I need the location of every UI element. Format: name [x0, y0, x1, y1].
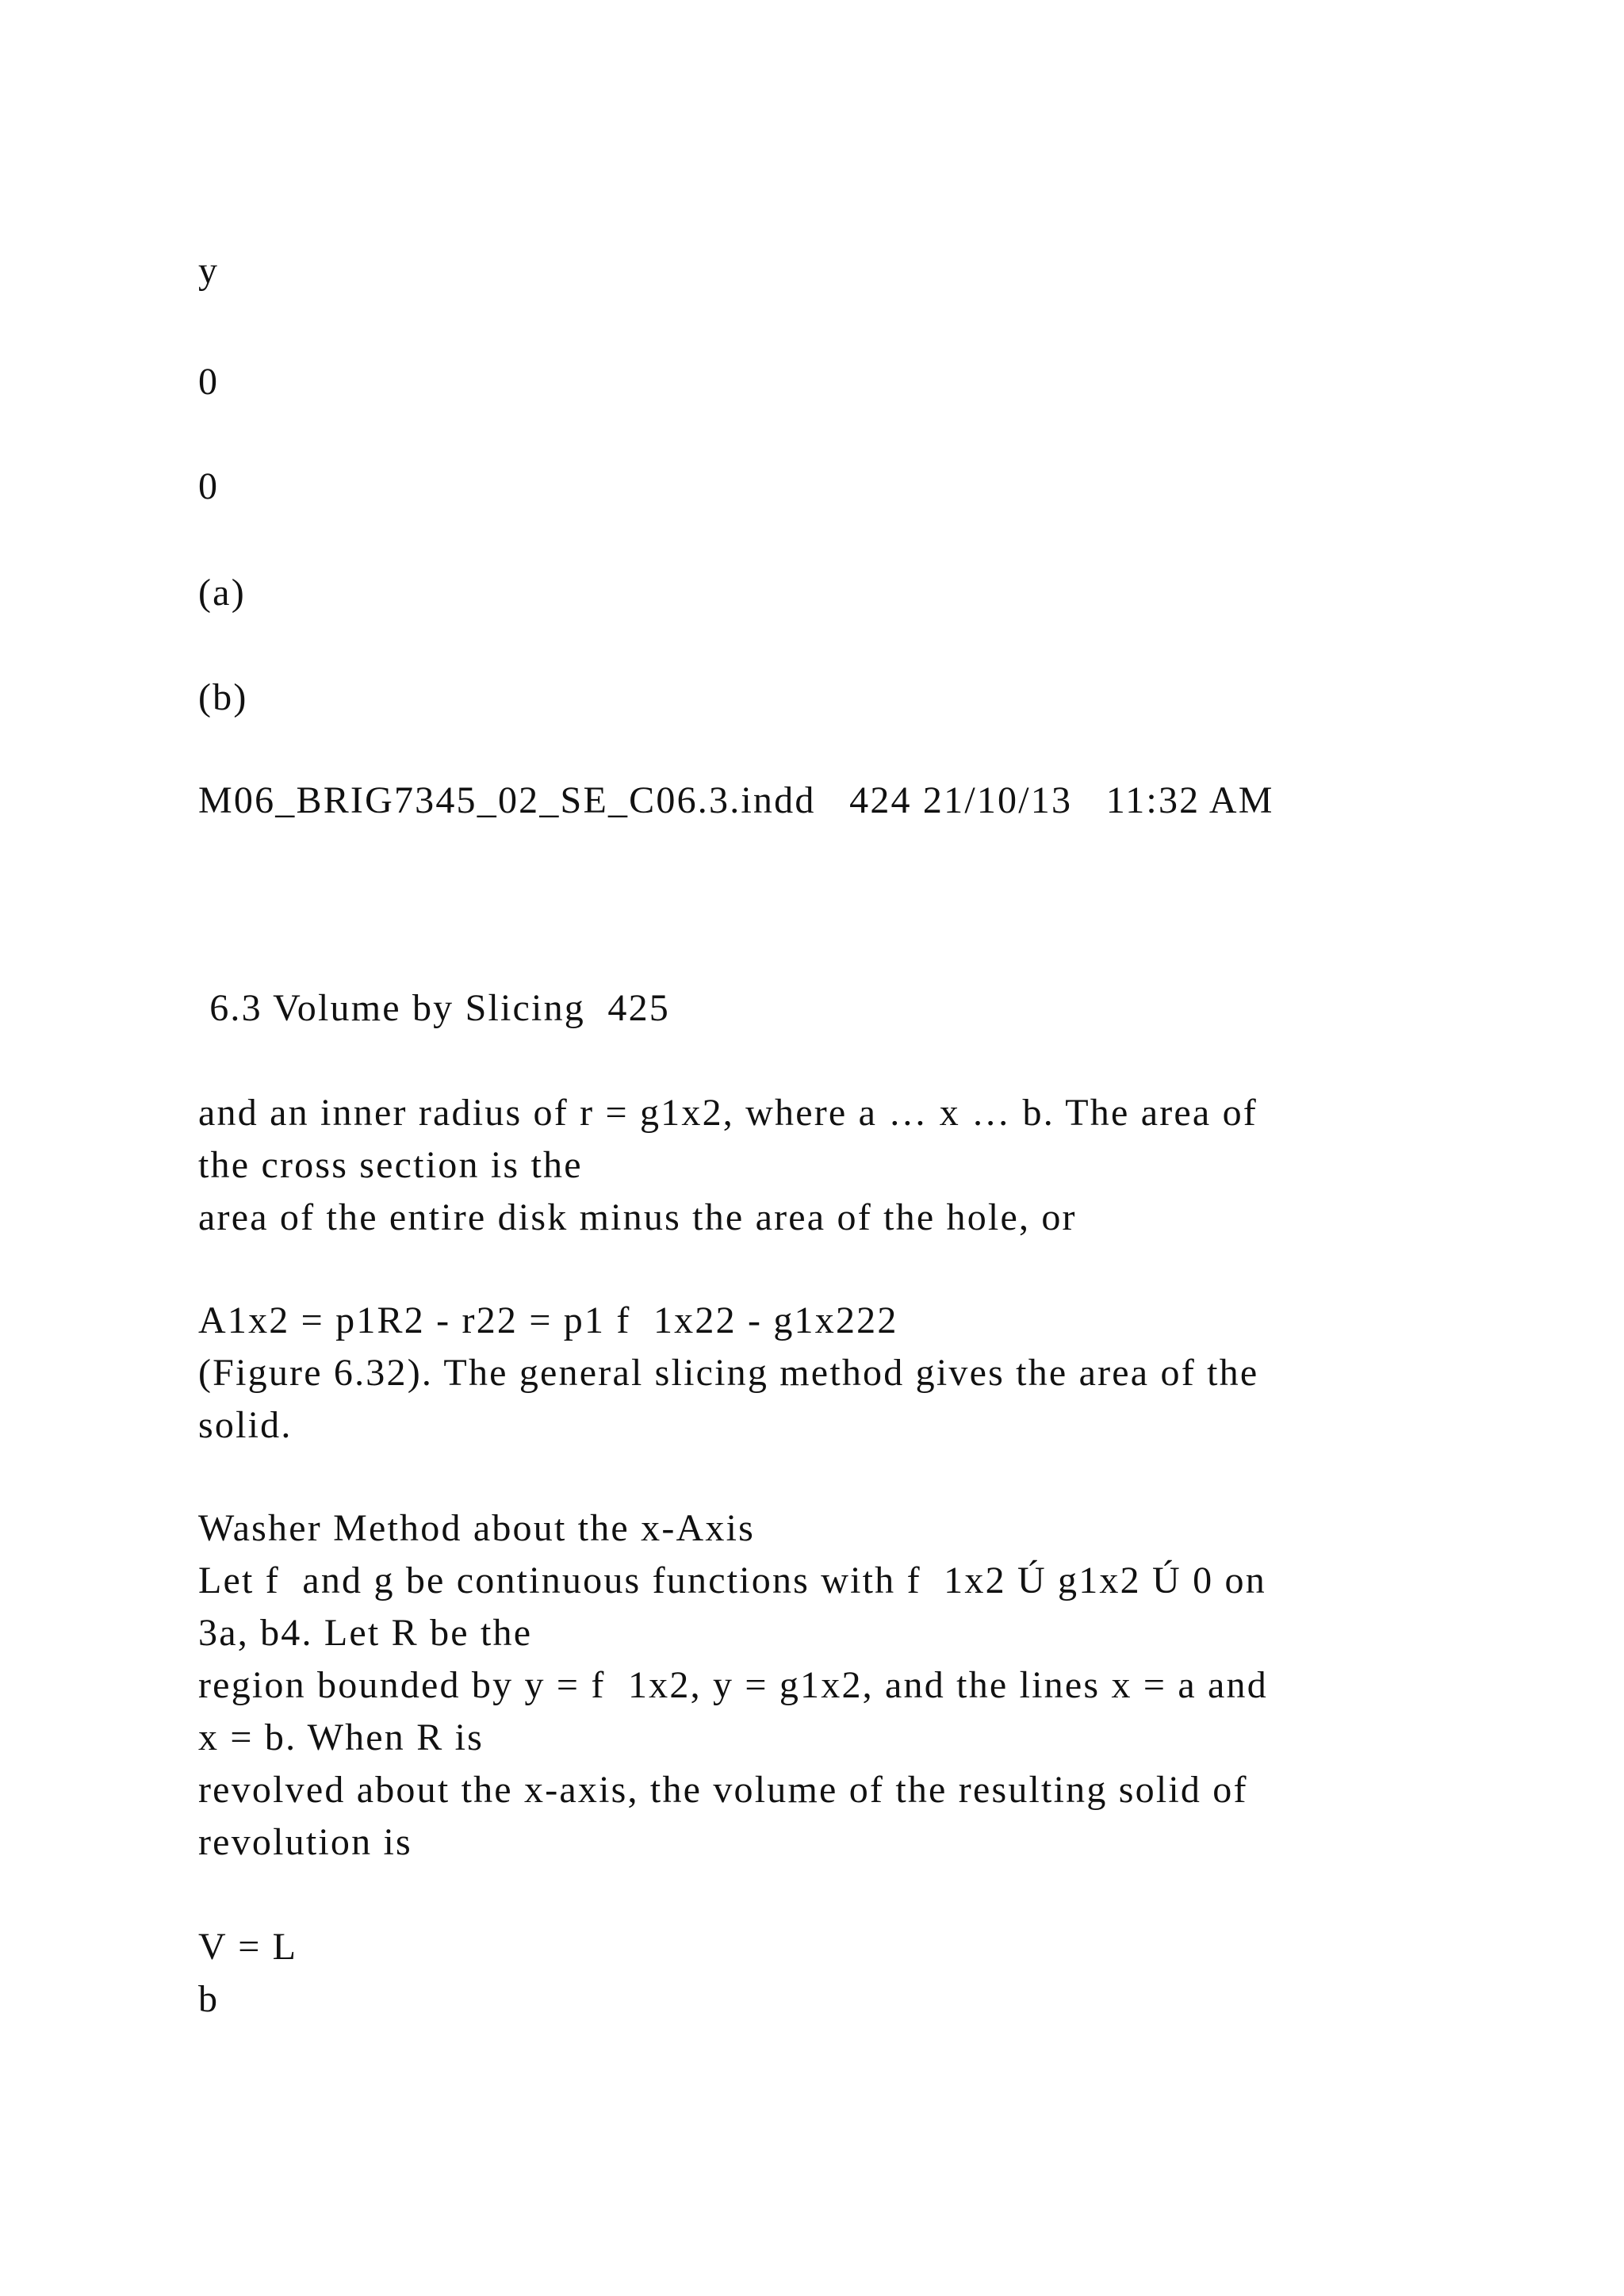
document-page [198, 0, 1435, 2296]
theorem-line: revolution is [198, 1821, 412, 1863]
theorem-line: Let f and g be continuous functions with f 1x2 Ú g1x2 Ú 0 on [198, 1559, 1266, 1601]
paragraph-line: and an inner radius of r = g1x2, where a … x … b. The area of [198, 1092, 1258, 1134]
theorem-line: 3a, b4. Let R be the [198, 1612, 533, 1654]
paragraph-line: the cross section is the [198, 1144, 583, 1186]
figure-label-b: (b) [198, 676, 248, 718]
volume-formula-line: V = L [198, 1926, 298, 1968]
volume-formula-line: b [198, 1978, 220, 2020]
area-equation: A1x2 = p1R2 - r22 = p1 f 1x22 - g1x222 [198, 1299, 898, 1341]
theorem-line: revolved about the x-axis, the volume of the resulting solid of [198, 1769, 1248, 1811]
paragraph-line: area of the entire disk minus the area of the hole, or [198, 1196, 1077, 1238]
running-head: 6.3 Volume by Slicing 425 [198, 987, 670, 1029]
theorem-line: x = b. When R is [198, 1716, 485, 1758]
figure-y-label: y [198, 250, 220, 292]
washer-method-heading: Washer Method about the x-Axis [198, 1507, 755, 1549]
theorem-line: region bounded by y = f 1x2, y = g1x2, and the lines x = a and [198, 1664, 1268, 1706]
figure-zero-label: 0 [198, 361, 220, 403]
figure-zero-label: 0 [198, 465, 220, 507]
paragraph-line: (Figure 6.32). The general slicing method gives the area of the [198, 1352, 1259, 1394]
paragraph-line: solid. [198, 1404, 293, 1446]
figure-label-a: (a) [198, 572, 246, 614]
slug-line: M06_BRIG7345_02_SE_C06.3.indd 424 21/10/13 11:32 AM [198, 779, 1274, 821]
